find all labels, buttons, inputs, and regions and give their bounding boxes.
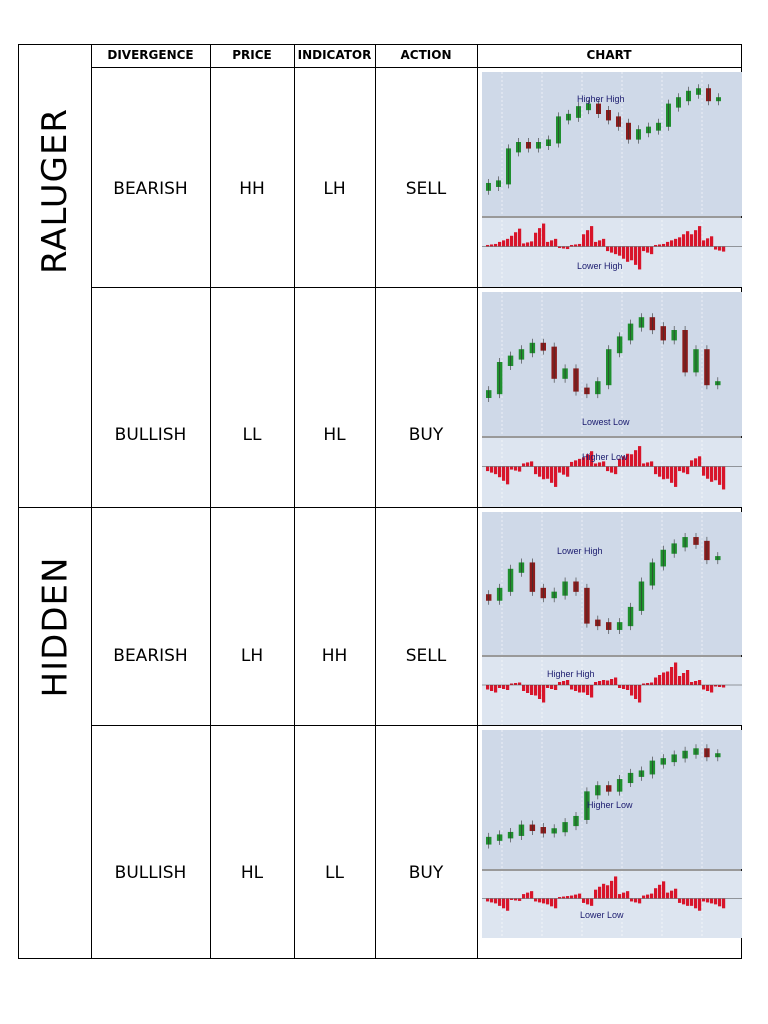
histogram-bar [646,895,649,899]
histogram-bar [682,899,685,905]
histogram-bar [662,467,665,480]
row-price: HH [239,179,265,199]
histogram-bar [486,899,489,902]
histogram-bar [518,467,521,472]
chart-canvas [482,730,742,938]
price-note: Lower High [557,546,603,556]
histogram-bar [706,467,709,479]
histogram-bar [698,899,701,911]
histogram-bar [690,460,693,466]
histogram-bar [710,899,713,904]
histogram-bar [598,887,601,899]
histogram-bar [654,888,657,898]
histogram-bar [526,685,529,693]
histogram-bar [614,247,617,255]
divider [91,67,741,68]
histogram-bar [690,234,693,246]
histogram-bar [538,899,541,903]
histogram-bar [506,899,509,911]
histogram-bar [590,226,593,246]
histogram-bar [638,446,641,466]
histogram-bar [606,885,609,898]
histogram-bar [722,467,725,490]
divider [91,725,741,726]
histogram-bar [498,899,501,906]
chart-hidden-bullish [482,730,742,938]
histogram-bar [646,462,649,466]
histogram-bar [718,899,721,907]
price-note: Higher Low [587,800,633,810]
histogram-bar [494,899,497,904]
histogram-bar [666,242,669,247]
histogram-bar [574,685,577,691]
histogram-bar [670,891,673,899]
histogram-bar [638,685,641,703]
histogram-bar [718,685,721,687]
histogram-bar [522,685,525,691]
histogram-bar [618,685,621,688]
histogram-bar [538,685,541,699]
histogram-bar [542,899,545,904]
histogram-bar [554,899,557,909]
histogram-bar [502,685,505,689]
histogram-bar [722,247,725,252]
histogram-bar [534,467,537,475]
histogram-bar [614,678,617,686]
histogram-bar [706,238,709,246]
row-indicator: HL [323,425,346,445]
histogram-bar [538,228,541,246]
histogram-bar [682,467,685,473]
histogram-bar [614,876,617,898]
histogram-bar [658,467,661,477]
histogram-bar [570,685,573,690]
histogram-bar [674,889,677,899]
histogram-bar [686,670,689,685]
histogram-bar [606,681,609,686]
histogram-bar [550,685,553,689]
header-price: PRICE [232,48,272,62]
histogram-bar [490,685,493,691]
histogram-bar [618,247,621,256]
histogram-bar [718,247,721,251]
histogram-bar [618,894,621,898]
histogram-bar [698,226,701,246]
histogram-bar [506,239,509,247]
row-divergence: BULLISH [114,863,187,883]
chart-canvas [482,292,742,507]
histogram-bar [514,467,517,471]
histogram-bar [586,685,589,695]
histogram-bar [538,467,541,477]
histogram-bar [606,247,609,252]
histogram-bar [634,899,637,903]
histogram-bar [598,681,601,685]
histogram-bar [566,896,569,898]
histogram-bar [650,894,653,899]
histogram-bar [622,247,625,259]
histogram-bar [662,881,665,898]
histogram-bar [626,247,629,262]
histogram-bar [518,683,521,686]
histogram-bar [610,881,613,899]
histogram-bar [490,899,493,903]
histogram-bar [558,467,561,473]
histogram-bar [658,675,661,685]
group-label: HIDDEN [35,556,75,698]
histogram-bar [498,242,501,247]
histogram-bar [498,685,501,688]
histogram-bar [710,685,713,693]
histogram-bar [638,899,641,904]
header-chart: CHART [586,48,632,62]
histogram-bar [694,230,697,246]
chart-regular-bearish [482,72,742,287]
histogram-bar [602,239,605,247]
histogram-bar [706,685,709,691]
histogram-bar [506,467,509,485]
histogram-bar [490,467,493,473]
histogram-bar [510,467,513,470]
histogram-bar [546,242,549,247]
histogram-bar [534,685,537,696]
histogram-bar [582,685,585,693]
histogram-bar [686,467,689,475]
row-action: BUY [408,425,444,445]
histogram-bar [526,242,529,246]
histogram-bar [534,233,537,247]
chart-canvas [482,512,742,725]
histogram-bar [546,899,549,905]
histogram-bar [646,247,649,253]
chart-canvas [482,72,742,287]
price-panel [482,512,742,655]
histogram-bar [670,240,673,246]
row-divergence: BEARISH [113,179,188,199]
histogram-bar [706,899,709,903]
histogram-bar [642,896,645,899]
row-indicator: LL [325,863,344,883]
indicator-note: Lower Low [580,910,624,920]
header-action: ACTION [400,48,452,62]
histogram-bar [566,680,569,685]
histogram-bar [678,676,681,685]
histogram-bar [622,893,625,899]
histogram-bar [550,240,553,246]
histogram-bar [586,899,589,905]
price-note: Higher High [577,94,625,104]
histogram-bar [658,885,661,899]
header-indicator: INDICATOR [297,48,372,62]
histogram-bar [586,230,589,246]
histogram-bar [490,244,493,246]
histogram-bar [622,685,625,689]
histogram-bar [702,240,705,246]
histogram-bar [630,247,633,261]
histogram-bar [650,461,653,466]
histogram-bar [554,467,557,487]
histogram-bar [690,682,693,685]
divider [91,287,741,288]
histogram-bar [602,884,605,899]
histogram-bar [606,467,609,472]
histogram-bar [670,667,673,685]
histogram-bar [594,890,597,899]
histogram-bar [566,467,569,477]
histogram-bar [582,899,585,903]
histogram-bar [530,891,533,898]
histogram-bar [526,893,529,899]
histogram-bar [522,243,525,246]
row-divergence: BULLISH [114,425,187,445]
histogram-bar [502,899,505,909]
row-action: BUY [408,863,444,883]
histogram-bar [654,678,657,686]
histogram-bar [662,673,665,686]
histogram-bar [694,681,697,685]
row-divergence: BEARISH [113,646,188,666]
histogram-bar [718,467,721,485]
chart-regular-bullish [482,292,742,507]
histogram-bar [570,462,573,467]
histogram-bar [578,459,581,467]
histogram-bar [634,685,637,699]
histogram-bar [494,244,497,247]
histogram-bar [666,893,669,899]
indicator-note: Higher High [547,669,595,679]
histogram-bar [522,463,525,466]
histogram-bar [510,236,513,247]
histogram-bar [722,899,725,909]
histogram-bar [578,244,581,247]
histogram-bar [614,467,617,475]
indicator-note: Higher Low [582,452,628,462]
histogram-bar [678,237,681,246]
histogram-bar [678,899,681,903]
histogram-bar [502,240,505,246]
histogram-bar [662,244,665,247]
price-panel [482,292,742,436]
histogram-bar [710,467,713,482]
histogram-bar [602,680,605,685]
histogram-bar [530,685,533,695]
histogram-bar [714,247,717,250]
histogram-bar [674,663,677,686]
histogram-bar [546,467,549,479]
histogram-bar [590,685,593,698]
divergence-table [18,44,742,959]
histogram-bar [562,247,565,249]
histogram-bar [678,467,681,472]
histogram-bar [518,229,521,247]
histogram-bar [562,897,565,899]
histogram-bar [630,454,633,466]
histogram-bar [702,899,705,902]
indicator-panel [482,657,742,725]
histogram-bar [594,242,597,247]
histogram-bar [610,467,613,473]
histogram-bar [610,679,613,685]
histogram-bar [630,899,633,902]
histogram-bar [594,682,597,685]
histogram-bar [542,685,545,703]
histogram-bar [602,461,605,466]
histogram-bar [654,467,657,475]
histogram-bar [558,682,561,685]
histogram-bar [714,467,717,481]
histogram-bar [670,467,673,483]
histogram-bar [658,244,661,246]
row-action: SELL [405,179,447,199]
histogram-bar [610,247,613,253]
histogram-bar [710,236,713,246]
histogram-bar [694,899,697,909]
histogram-bar [666,672,669,686]
price-note: Lowest Low [582,417,630,427]
indicator-note: Lower High [577,261,623,271]
histogram-bar [494,685,497,693]
histogram-bar [634,247,637,265]
histogram-bar [502,467,505,481]
histogram-bar [574,895,577,899]
histogram-bar [682,673,685,685]
histogram-bar [546,685,549,688]
histogram-bar [686,899,689,906]
histogram-bar [582,234,585,246]
histogram-bar [550,467,553,483]
histogram-bar [498,467,501,478]
histogram-bar [530,461,533,466]
histogram-bar [542,467,545,480]
histogram-bar [534,899,537,902]
row-indicator: HH [321,646,348,666]
histogram-bar [642,247,645,252]
histogram-bar [630,685,633,696]
group-label: RALUGER [35,107,75,275]
histogram-bar [690,899,693,906]
histogram-bar [650,247,653,255]
histogram-bar [578,894,581,899]
histogram-bar [486,467,489,472]
histogram-bar [486,685,489,690]
histogram-bar [566,247,569,250]
histogram-bar [562,467,565,475]
histogram-bar [518,899,521,901]
histogram-bar [634,450,637,466]
row-price: LH [240,646,264,666]
histogram-bar [522,894,525,898]
row-price: HL [240,863,264,883]
histogram-bar [722,685,725,688]
histogram-bar [682,234,685,246]
histogram-bar [594,463,597,466]
histogram-bar [590,899,593,906]
histogram-bar [674,239,677,247]
histogram-bar [554,685,557,690]
chart-hidden-bearish [482,512,742,725]
histogram-bar [650,683,653,686]
histogram-bar [550,899,553,907]
histogram-bar [598,240,601,246]
histogram-bar [542,224,545,247]
histogram-bar [698,680,701,685]
row-indicator: LH [323,179,346,199]
histogram-bar [626,891,629,898]
histogram-bar [526,462,529,466]
histogram-bar [674,467,677,487]
group-regular [19,45,91,337]
histogram-bar [494,467,497,475]
histogram-bar [554,239,557,247]
histogram-bar [686,231,689,246]
divider [19,507,741,508]
histogram-bar [514,899,517,901]
histogram-bar [694,458,697,466]
histogram-bar [506,685,509,690]
histogram-bar [702,685,705,690]
histogram-bar [514,683,517,685]
histogram-bar [574,460,577,466]
row-price: LL [242,425,262,445]
histogram-bar [638,247,641,270]
histogram-bar [646,683,649,685]
histogram-bar [642,463,645,466]
histogram-bar [702,467,705,476]
histogram-bar [598,462,601,466]
histogram-bar [626,685,629,690]
histogram-bar [714,899,717,905]
histogram-bar [530,241,533,246]
histogram-bar [570,896,573,899]
header-divergence: DIVERGENCE [107,48,194,62]
histogram-bar [578,685,581,693]
histogram-bar [666,467,669,479]
divider [477,45,478,958]
histogram-bar [574,244,577,246]
histogram-bar [514,232,517,246]
group-hidden [19,507,91,747]
histogram-bar [698,456,701,466]
histogram-bar [562,681,565,685]
row-action: SELL [405,646,447,666]
